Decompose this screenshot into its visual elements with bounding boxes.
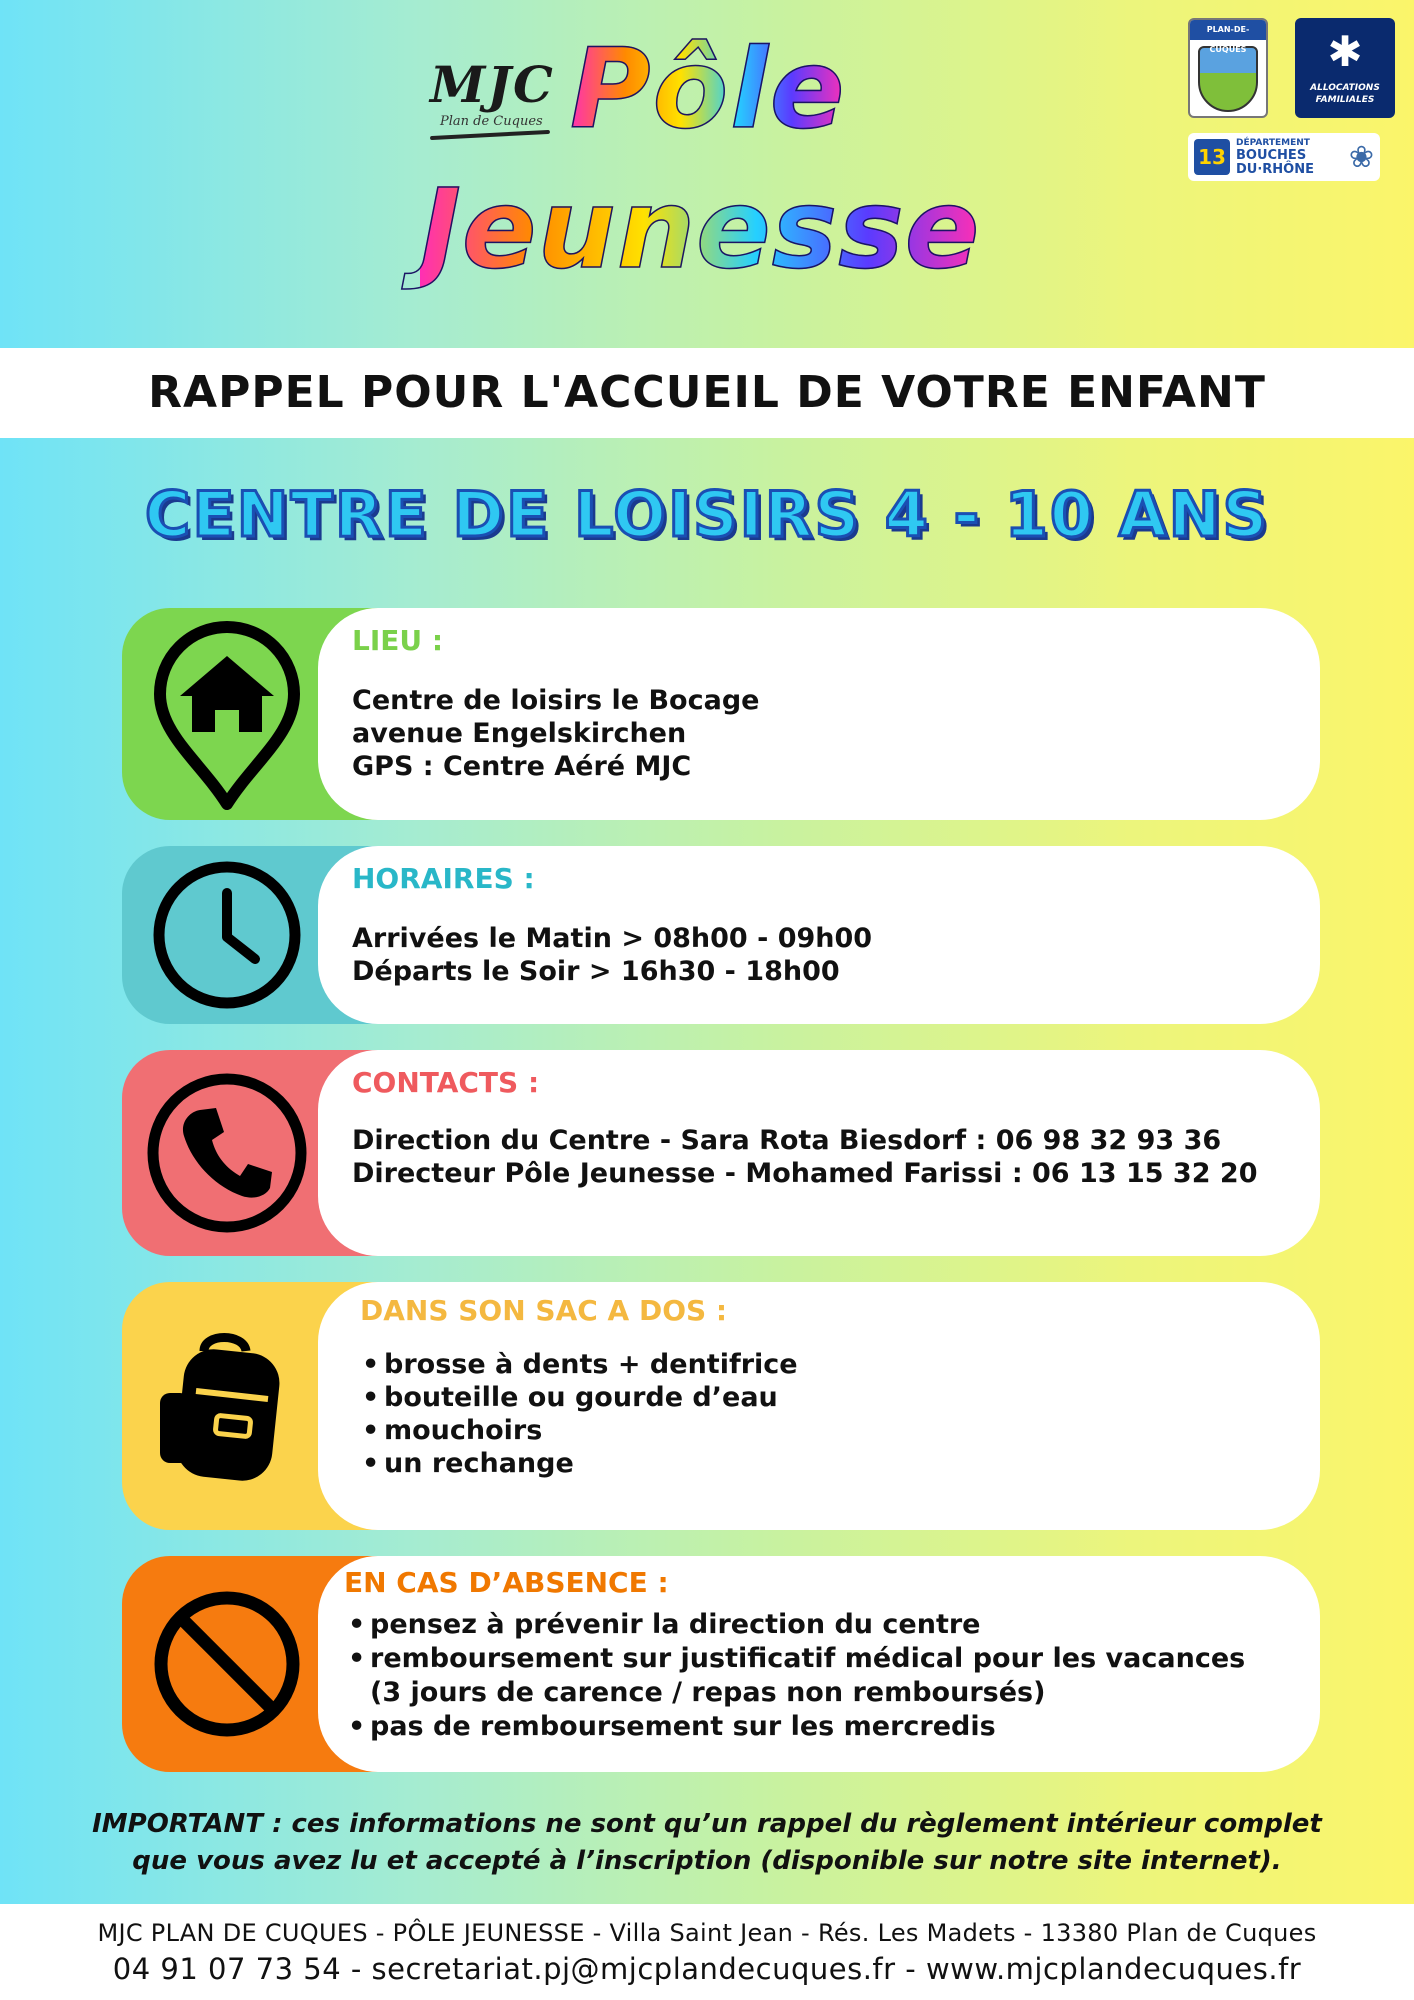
important-line: IMPORTANT : ces informations ne sont qu’un rappel du règlement intérieur complet [92, 1809, 1322, 1839]
title-pole: Pôle [570, 25, 847, 153]
departement-label: DÉPARTEMENT [1236, 137, 1310, 148]
absence-body [344, 1608, 1245, 1744]
departement-number-badge: 13 [1194, 139, 1230, 175]
lieu-line: avenue Engelskirchen [352, 718, 687, 749]
reminder-banner-text: RAPPEL POUR L'ACCUEIL DE VOTRE ENFANT [148, 367, 1266, 418]
lieu-body [352, 684, 759, 783]
tree-icon: ❀ [1348, 139, 1374, 175]
departement-name-line1: BOUCHES [1236, 147, 1307, 163]
sac-item: • bouteille ou gourde d’eau [358, 1381, 798, 1414]
clock-icon [122, 846, 332, 1024]
caf-logo [1295, 18, 1395, 118]
absence-note-text: (3 jours de carence / repas non remboursés) [370, 1677, 1046, 1708]
absence-card [122, 1556, 1320, 1772]
sac-heading: DANS SON SAC A DOS : [360, 1294, 728, 1327]
mjc-logo-text: MJC [430, 55, 555, 114]
contacts-heading: CONTACTS : [352, 1066, 540, 1099]
sac-item: • brosse à dents + dentifrice [358, 1348, 798, 1381]
lieu-heading: LIEU : [352, 624, 444, 657]
horaires-card [122, 846, 1320, 1024]
absence-item: • pas de remboursement sur les mercredis [344, 1710, 1245, 1744]
plan-de-cuques-crest-logo [1188, 18, 1268, 118]
mjc-logo-subtitle: Plan de Cuques [440, 114, 543, 129]
important-line: que vous avez lu et accepté à l’inscription (disponible sur notre site internet). [132, 1846, 1282, 1876]
horaires-body [352, 922, 872, 988]
lieu-line: GPS : Centre Aéré MJC [352, 751, 692, 782]
backpack-icon [122, 1282, 332, 1530]
contact-line: Directeur Pôle Jeunesse - Mohamed Farissi : 06 13 15 32 20 [352, 1158, 1258, 1189]
horaires-line: Arrivées le Matin > 08h00 - 09h00 [352, 923, 873, 954]
sac-item: • mouchoirs [358, 1414, 798, 1447]
contacts-body [352, 1124, 1257, 1190]
caf-logo-line1: ALLOCATIONS [1310, 83, 1380, 93]
absence-note [344, 1676, 1245, 1710]
home-pin-icon [122, 608, 332, 820]
caf-logo-line2: FAMILIALES [1315, 95, 1375, 105]
plan-de-cuques-logo-label: PLAN-DE-CUQUES [1190, 20, 1266, 40]
reminder-banner [0, 348, 1414, 438]
mjc-logo-swoosh [430, 130, 550, 140]
sac-item: • un rechange [358, 1447, 798, 1480]
horaires-heading: HORAIRES : [352, 862, 535, 895]
horaires-line: Départs le Soir > 16h30 - 18h00 [352, 956, 840, 987]
lieu-card [122, 608, 1320, 820]
footer-address: MJC PLAN DE CUQUES - PÔLE JEUNESSE - Villa Saint Jean - Rés. Les Madets - 13380 Plan de Cuques [97, 1919, 1317, 1947]
sac-card [122, 1282, 1320, 1530]
important-note [40, 1806, 1374, 1880]
title-jeunesse: Jeunesse [420, 165, 981, 293]
absence-item: • pensez à prévenir la direction du centre [344, 1608, 1245, 1642]
contacts-card [122, 1050, 1320, 1256]
phone-icon [122, 1050, 332, 1256]
departement-logo [1188, 133, 1380, 181]
sac-body [358, 1348, 798, 1480]
caf-family-icon: ✱ [1327, 27, 1363, 76]
footer-contact: 04 91 07 73 54 - secretariat.pj@mjcplandecuques.fr - www.mjcplandecuques.fr [112, 1952, 1302, 1986]
contact-line: Direction du Centre - Sara Rota Biesdorf : 06 98 32 93 36 [352, 1125, 1222, 1156]
absence-item: • remboursement sur justificatif médical pour les vacances [344, 1642, 1245, 1676]
centre-title: CENTRE DE LOISIRS 4 - 10 ANS [144, 478, 1270, 551]
absence-heading: EN CAS D’ABSENCE : [344, 1566, 669, 1599]
footer [0, 1904, 1414, 2000]
lieu-line: Centre de loisirs le Bocage [352, 685, 760, 716]
departement-name-line2: DU·RHÔNE [1236, 161, 1314, 177]
mjc-logo [430, 55, 565, 165]
prohibited-icon [122, 1556, 332, 1772]
